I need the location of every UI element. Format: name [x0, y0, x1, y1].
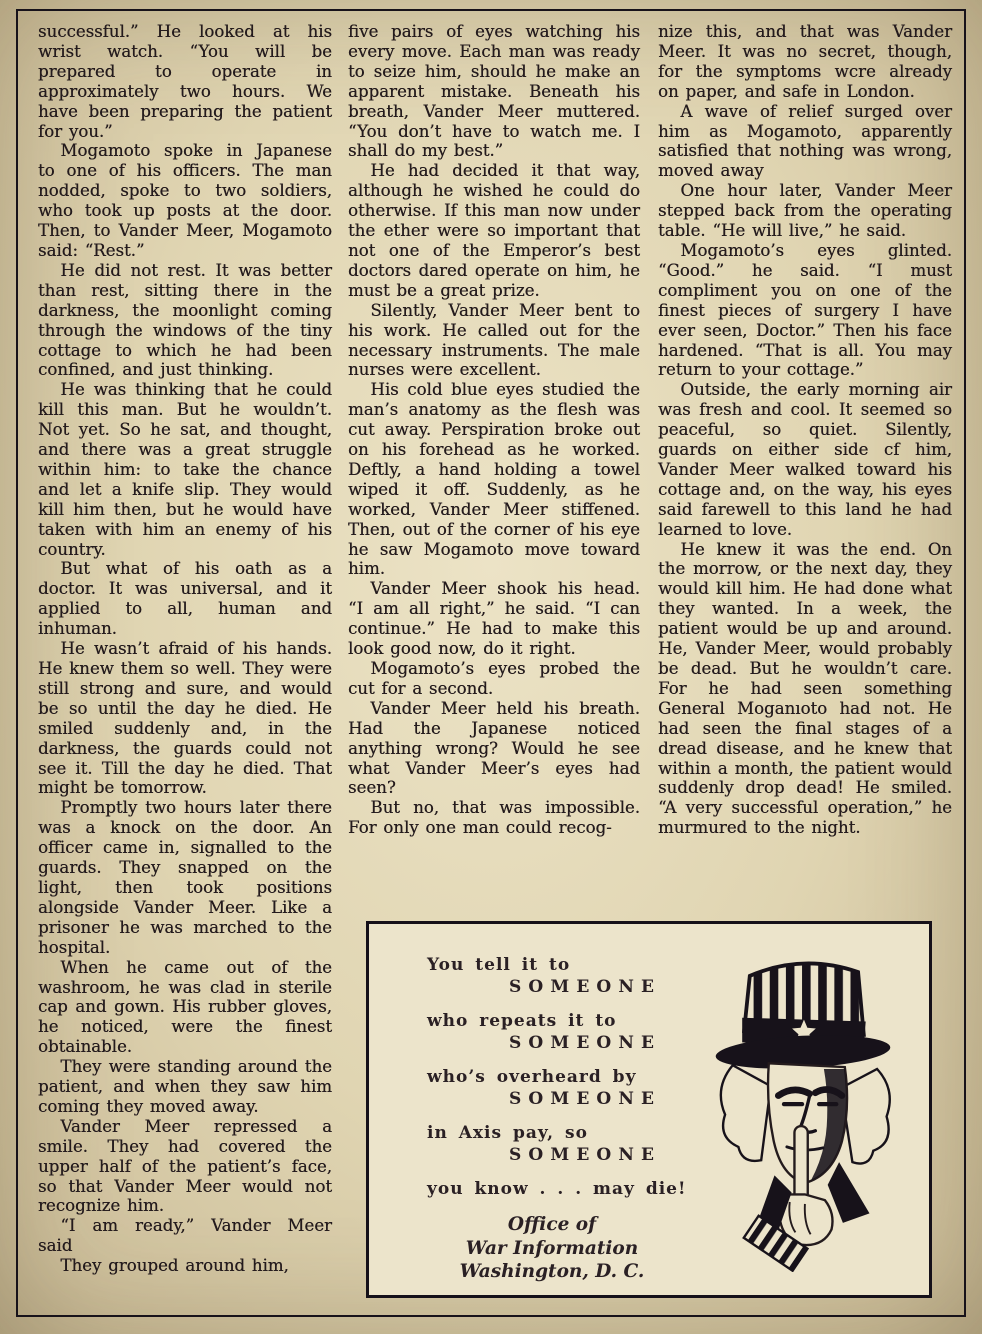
- story-paragraph: Mogamoto’s eyes glinted. “Good.” he said. “I must compliment you on one of the finest pieces of surgery I have ever seen, Doctor.” Then his face hardened. “That is all. You may return to your cottage.”: [658, 240, 952, 380]
- psa-line-pair: [427, 1010, 695, 1055]
- story-paragraph: He did not rest. It was better than rest, sitting there in the darkness, the moonlight coming through the windows of the tiny cottage to which he had been confined, and just thinking.: [38, 260, 332, 380]
- story-paragraph: Mogamoto spoke in Japanese to one of his officers. The man nodded, spoke to two soldiers, who took up posts at the door. Then, to Vander Meer, Mogamoto said: “Rest.”: [38, 141, 332, 260]
- story-paragraph: They were standing around the patient, and when they saw him coming they moved away.: [38, 1057, 332, 1116]
- story-paragraph: He had decided it that way, although he wished he could do otherwise. If this man now under the ether were so important that not one of the Emperor’s best doctors dared operate on him, he must be a great prize.: [348, 161, 640, 300]
- psa-signature-line: Office of: [507, 1214, 597, 1235]
- psa-lead-line: You tell it to: [427, 955, 571, 975]
- story-paragraph: successful.” He looked at his wrist watch. “You will be prepared to operate in approximately two hours. We have been preparing the patient for you.”: [38, 22, 332, 141]
- psa-closing-line: you know . . . may die!: [427, 1179, 687, 1199]
- story-paragraph: Vander Meer held his breath. Had the Japanese noticed anything wrong? Would he see what Vander Meer’s eyes had seen?: [348, 698, 640, 798]
- story-paragraph: His cold blue eyes studied the man’s anatomy as the flesh was cut away. Perspiration broke out on his forehead as he worked. Deftly, a hand holding a towel wiped it off. Suddenly, as he worked, Vander Meer stiffened. Then, out of the corner of his eye he saw Mogamoto move toward him.: [348, 380, 640, 579]
- psa-line-pair: [427, 1122, 695, 1167]
- story-paragraph: “I am ready,” Vander Meer said: [38, 1216, 332, 1256]
- owi-psa-text: [427, 954, 695, 1284]
- story-column-2: [348, 22, 640, 838]
- story-paragraph: But what of his oath as a doctor. It was universal, and it applied to all, human and inhuman.: [38, 559, 332, 639]
- story-paragraph: Mogamoto’s eyes probed the cut for a second.: [348, 659, 640, 698]
- story-paragraph: They grouped around him,: [60, 1256, 289, 1276]
- uncle-sam-illustration: [689, 942, 917, 1272]
- psa-lead-line: in Axis pay, so: [427, 1123, 588, 1143]
- story-paragraph: Vander Meer shook his head. “I am all right,” he said. “I can continue.” He had to make this look good now, do it right.: [348, 579, 640, 659]
- psa-someone-line: SOMEONE: [509, 1089, 662, 1109]
- owi-psa-box: [366, 921, 932, 1298]
- psa-line-pair: [427, 1066, 695, 1111]
- story-paragraph: Vander Meer repressed a smile. They had covered the upper half of the patient’s face, so that Vander Meer would not recognize him.: [38, 1116, 332, 1216]
- story-paragraph: A wave of relief surged over him as Mogamoto, apparently satisfied that nothing was wrong, moved away: [658, 101, 952, 181]
- story-column-1: [38, 22, 332, 1276]
- story-paragraph: Outside, the early morning air was fresh and cool. It seemed so peaceful, so quiet. Silently, guards on either side cf him, Vander Meer walked toward his cottage and, on the way, his eyes said farewell to this land he had learned to love.: [658, 380, 952, 539]
- psa-someone-line: SOMEONE: [509, 1033, 662, 1053]
- story-paragraph: five pairs of eyes watching his every move. Each man was ready to seize him, should he make an apparent mistake. Beneath his breath, Vander Meer muttered. “You don’t have to watch me. I shall do my best.”: [348, 22, 640, 161]
- story-paragraph: He knew it was the end. On the morrow, or the next day, they would kill him. He had done what they wanted. In a week, the patient would be up and around. He, Vander Meer, would probably be dead. But he wouldn’t care. For he had seen something General Moganıoto had not. He had seen the final stages of a dread disease, and he knew that within a month, the patient would suddenly drop dead! He smiled. “A very successful operation,” he murmured to the night.: [658, 539, 952, 838]
- psa-signature: [427, 1213, 677, 1284]
- story-paragraph: nize this, and that was Vander Meer. It was no secret, though, for the symptoms wcre already on paper, and safe in London.: [658, 22, 952, 101]
- story-paragraph: He was thinking that he could kill this man. But he wouldn’t. Not yet. So he sat, and thought, and there was a great struggle within him: to take the chance and let a knife slip. They would kill him then, but he would have taken with him an enemy of his country.: [38, 380, 332, 559]
- story-column-3: [658, 22, 952, 838]
- psa-lead-line: who’s overheard by: [427, 1067, 637, 1087]
- psa-lead-line: who repeats it to: [427, 1011, 617, 1031]
- story-paragraph: Promptly two hours later there was a knock on the door. An officer came in, signalled to the guards. They snapped on the light, then took positions alongside Vander Meer. Like a prisoner he was marched to the hospital.: [38, 798, 332, 957]
- story-paragraph: He wasn’t afraid of his hands. He knew them so well. They were still strong and sure, and would be so until the day he died. He smiled suddenly and, in the darkness, the guards could not see it. Till the day he died. That might be tomorrow.: [38, 639, 332, 798]
- psa-someone-line: SOMEONE: [509, 977, 662, 997]
- psa-line-pair: [427, 954, 695, 999]
- story-paragraph: Silently, Vander Meer bent to his work. He called out for the necessary instruments. The male nurses were excellent.: [348, 300, 640, 380]
- psa-signature-line: War Information: [465, 1237, 639, 1259]
- psa-someone-line: SOMEONE: [509, 1145, 662, 1165]
- story-paragraph: One hour later, Vander Meer stepped back from the operating table. “He will live,” he said.: [658, 181, 952, 241]
- psa-signature-line: Washington, D. C.: [459, 1261, 645, 1282]
- story-paragraph: But no, that was impossible. For only one man could recog-: [348, 798, 640, 838]
- story-paragraph: When he came out of the washroom, he was clad in sterile cap and gown. His rubber gloves, he noticed, were the finest obtainable.: [38, 957, 332, 1057]
